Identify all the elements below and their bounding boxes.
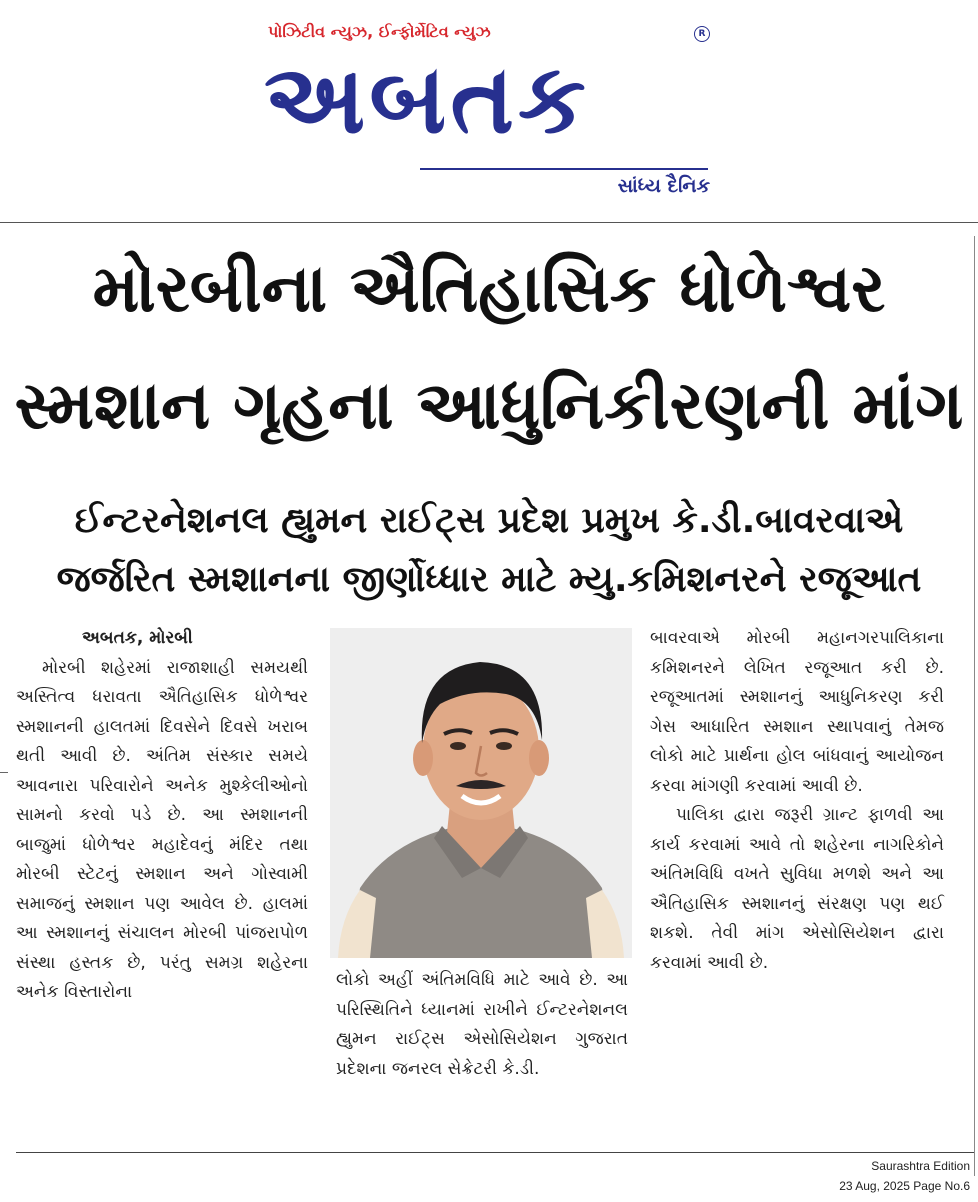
edition-date-page: 23 Aug, 2025 Page No.6 (839, 1179, 970, 1193)
column-3-paragraph-1: બાવરવાએ મોરબી મહાનગરપાલિકાના કમિશનરને લેખિત રજૂઆત કરી છે. રજૂઆતમાં સ્મશાનનું આધુનિકરણ કરી ગેસ આધારિત સ્મશાન સ્થાપવાનું તેમજ લોકો માટે પ્રાર્થના હોલ બાંધવાનું આયોજન કરવા માંગણી કરવામાં આવી છે. (650, 628, 944, 796)
newspaper-logo: અબતક (264, 43, 590, 155)
column-1-paragraph: મોરબી શહેરમાં રાજાશાહી સમયથી અસ્તિત્વ ધરાવતા ઐતિહાસિક ધોળેશ્વર સ્મશાનની હાલતમાં દિવસેને દિવસે ખરાબ થતી આવી છે. અંતિમ સંસ્કાર સમયે આવનારા પરિવારોને અનેક મુશ્કેલીઓનો સામનો કરવો પડે છે. આ સ્મશાનની બાજુમાં ધોળેશ્વર મહાદેવનું મંદિર તથા મોરબી સ્ટેટનું સ્મશાન અને ગોસ્વામી સમાજનું સ્મશાન પણ આવેલ છે. હાલમાં આ સ્મશાનનું સંચાલન મોરબી પાંજરાપોળ સંસ્થા હસ્તક છે, પરંતુ સમગ્ર શહેરના અનેક વિસ્તારોના (16, 657, 308, 1002)
logo-underline (420, 168, 708, 170)
headline-line-2: સ્મશાન ગૃહના આધુનિકીરણની માંગ (14, 367, 964, 444)
subheadline-line-1: ઈન્ટરનેશનલ હ્યુમન રાઈટ્સ પ્રદેશ પ્રમુખ કે.ડી.બાવરવાએ (74, 500, 904, 541)
column-3-paragraph-2: પાલિકા દ્વારા જરૂરી ગ્રાન્ટ ફાળવી આ કાર્ય કરવામાં આવે તો શહેરના નાગરિકોને અંતિમવિધિ વખતે સુવિધા મળશે અને આ ઐતિહાસિક સ્મશાનનું સંરક્ષણ પણ થઈ શકશે. તેવી માંગ એસોસિયેશન દ્વારા કરવામાં આવી છે. (650, 805, 944, 973)
portrait-illustration (330, 628, 632, 958)
article-column-3 (650, 624, 944, 978)
masthead-divider (0, 222, 978, 223)
masthead-subtag: સાંધ્ય દૈનિક (617, 175, 710, 197)
masthead (0, 0, 978, 222)
edition-info (750, 1156, 970, 1196)
left-edge-mark (0, 772, 8, 773)
subheadline-line-2: જર્જરિત સ્મશાનના જીર્ણોધ્ધાર માટે મ્યુ.કમિશનરને રજૂઆત (56, 559, 922, 600)
article-column-2 (336, 966, 628, 1084)
footer-divider (16, 1152, 974, 1153)
registered-mark-icon: R (694, 26, 710, 42)
column-edge-rule (974, 236, 975, 1176)
column-2-paragraph: લોકો અહીં અંતિમવિધિ માટે આવે છે. આ પરિસ્થિતિને ધ્યાનમાં રાખીને ઈન્ટરનેશનલ હ્યુમન રાઈટ્સ એસોસિયેશન ગુજરાત પ્રદેશના જનરલ સેક્રેટરી કે.ડી. (336, 970, 628, 1079)
headline-line-1: મોરબીના ઐતિહાસિક ધોળેશ્વર (92, 250, 886, 327)
edition-name: Saurashtra Edition (871, 1159, 970, 1173)
masthead-tagline: પોઝિટીવ ન્યુઝ, ઈન્ફોર્મેટિવ ન્યુઝ (268, 22, 491, 41)
dateline: અબતક, મોરબી (82, 628, 193, 648)
article-column-1 (16, 624, 308, 1008)
article-photo (330, 628, 632, 958)
